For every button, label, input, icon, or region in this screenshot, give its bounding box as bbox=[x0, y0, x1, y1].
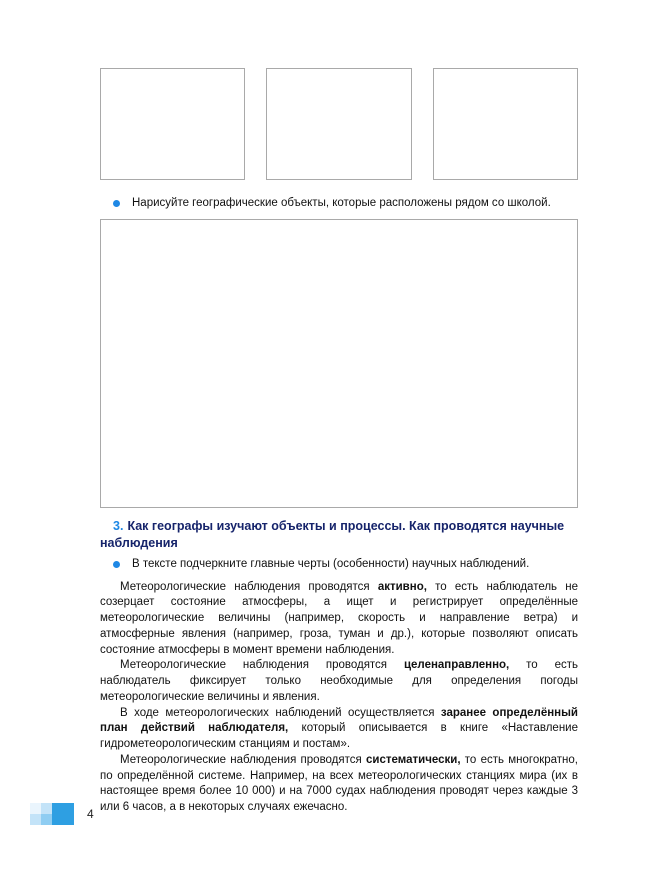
drawing-boxes-row bbox=[100, 68, 578, 180]
marker-cell bbox=[41, 814, 52, 825]
paragraph-text: то есть наблюдатель не созерцает состояние атмосферы, а ищет и регистрирует определённые метеорологические величины (например, скорость и направление ветра) и атмосферные явления (например, гроза, туман и др.), которые позволяют описать состояние атмосферы в момент времени наблюдения. bbox=[100, 580, 578, 656]
section-number: 3. bbox=[113, 519, 124, 533]
section-title: Как географы изучают объекты и процессы. Как проводятся научные наблюдения bbox=[100, 519, 565, 550]
drawing-box-1[interactable] bbox=[100, 68, 245, 180]
paragraph-3 bbox=[100, 706, 578, 753]
draw-task-text: Нарисуйте географические объекты, которые расположены рядом со школой. bbox=[132, 197, 551, 209]
paragraph-2 bbox=[100, 658, 578, 705]
drawing-box-3[interactable] bbox=[433, 68, 578, 180]
section-heading bbox=[100, 518, 578, 551]
underline-task-text: В тексте подчеркните главные черты (особенности) научных наблюдений. bbox=[132, 558, 530, 570]
keyword-bold: целенаправленно, bbox=[403, 659, 510, 672]
paragraph-4 bbox=[100, 753, 578, 816]
task-bullet-icon bbox=[113, 200, 120, 207]
page-footer bbox=[30, 803, 94, 825]
paragraph-text: Метеорологические наблюдения проводятся bbox=[120, 659, 404, 672]
paragraph-text: то есть многократно, по определённой системе. Например, на всех метеорологических станциях мира (их в настоящее время более 10 000) и на 7000 судах наблюдения проводят через каждые 3 или 6 часов, а в некоторых случаях ежечасно. bbox=[100, 753, 578, 814]
paragraph-text: который описывается в книге «Наставление гидрометеорологическим станциям и постам». bbox=[100, 722, 578, 751]
page-marker-squares-icon bbox=[30, 803, 74, 825]
paragraph-1 bbox=[100, 580, 578, 659]
marker-column bbox=[30, 803, 41, 825]
task-bullet-icon bbox=[113, 561, 120, 568]
drawing-box-2[interactable] bbox=[266, 68, 411, 180]
marker-cell bbox=[30, 803, 41, 814]
page-number: 4 bbox=[87, 807, 94, 821]
drawing-area[interactable] bbox=[100, 219, 578, 508]
paragraph-text: Метеорологические наблюдения проводятся bbox=[120, 580, 378, 593]
marker-cell-solid bbox=[52, 803, 74, 825]
marker-cell bbox=[30, 814, 41, 825]
paragraph-text: В ходе метеорологических наблюдений осуществляется bbox=[120, 706, 441, 719]
marker-cell bbox=[41, 803, 52, 814]
keyword-bold: заранее определённый план действий наблюдателя, bbox=[100, 706, 578, 735]
keyword-bold: активно, bbox=[377, 580, 427, 593]
keyword-bold: систематически, bbox=[366, 753, 461, 766]
marker-column bbox=[41, 803, 52, 825]
text-column bbox=[100, 518, 578, 816]
paragraph-text: Метеорологические наблюдения проводятся bbox=[120, 753, 366, 766]
underline-task-line bbox=[100, 557, 578, 573]
paragraph-text: то есть наблюдатель фиксирует только необходимые для определения погоды метеорологические величины и явления. bbox=[100, 659, 579, 703]
draw-task-line bbox=[100, 196, 591, 212]
